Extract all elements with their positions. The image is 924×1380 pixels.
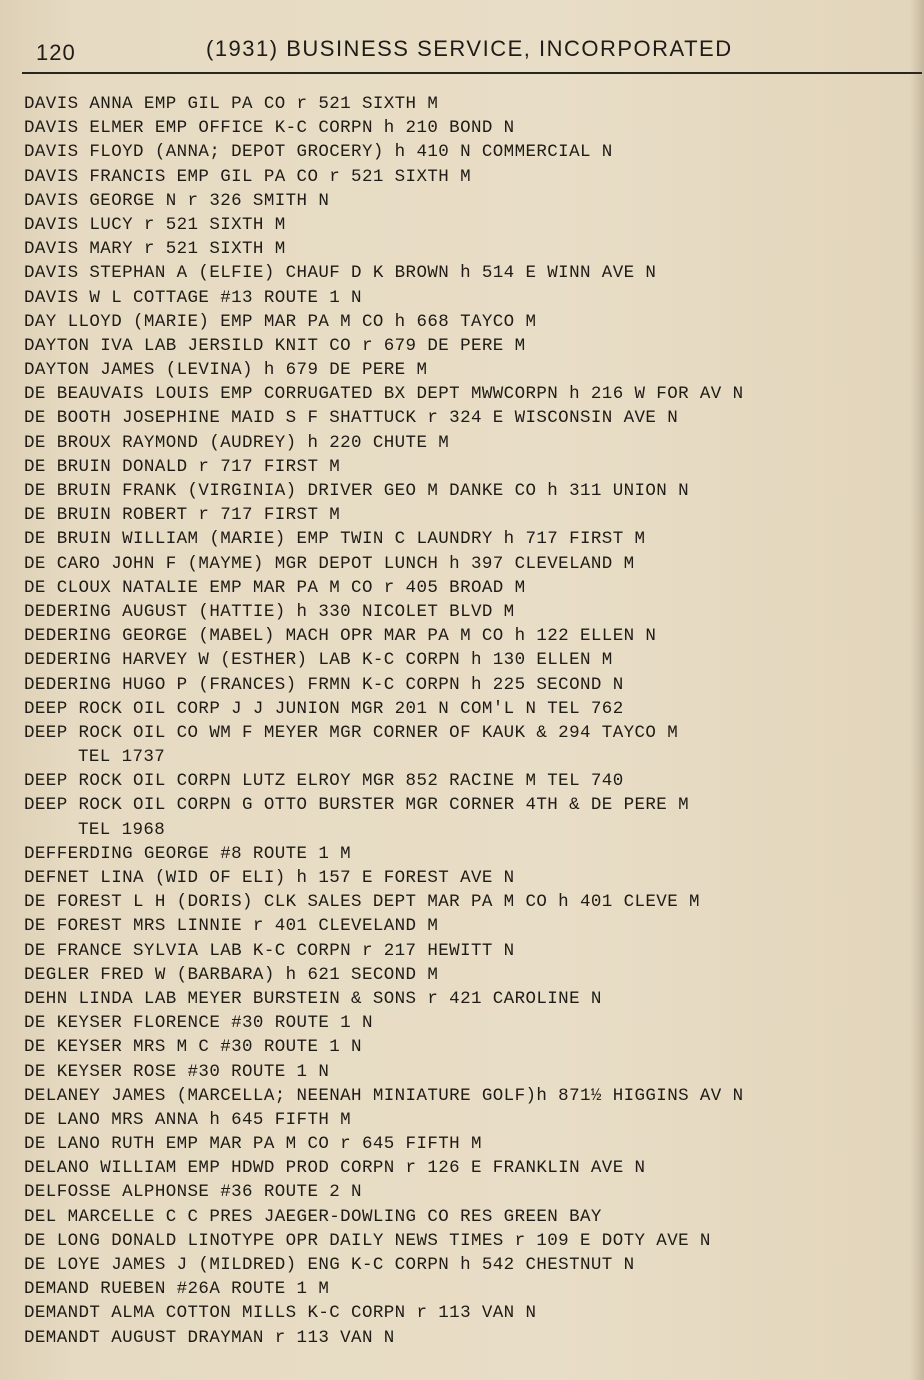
directory-entry: DAVIS LUCY r 521 SIXTH M xyxy=(24,214,286,235)
directory-entry: DE LANO MRS ANNA h 645 FIFTH M xyxy=(24,1109,352,1130)
header-rule xyxy=(22,72,922,74)
directory-entry: DELFOSSE ALPHONSE #36 ROUTE 2 N xyxy=(24,1182,362,1203)
directory-entry: DEHN LINDA LAB MEYER BURSTEIN & SONS r 421 CAROLINE N xyxy=(24,988,602,1009)
directory-entry: DEDERING HARVEY W (ESTHER) LAB K-C CORPN h 130 ELLEN M xyxy=(24,650,613,671)
directory-entry: DE CLOUX NATALIE EMP MAR PA M CO r 405 BROAD M xyxy=(24,577,526,598)
directory-entry: DEMANDT ALMA COTTON MILLS K-C CORPN r 113 VAN N xyxy=(24,1303,537,1324)
directory-entry: DELANO WILLIAM EMP HDWD PROD CORPN r 126 E FRANKLIN AVE N xyxy=(24,1158,646,1179)
directory-entry: DE LONG DONALD LINOTYPE OPR DAILY NEWS TIMES r 109 E DOTY AVE N xyxy=(24,1230,711,1251)
directory-entry: DE LANO RUTH EMP MAR PA M CO r 645 FIFTH M xyxy=(24,1134,482,1155)
directory-entry: DEFNET LINA (WID OF ELI) h 157 E FOREST AVE N xyxy=(24,868,515,888)
directory-entry: DAVIS ELMER EMP OFFICE K-C CORPN h 210 BOND N xyxy=(24,118,515,139)
directory-entry: DEEP ROCK OIL CORPN LUTZ ELROY MGR 852 RACINE M TEL 740 xyxy=(24,771,624,792)
directory-entry: DE FOREST L H (DORIS) CLK SALES DEPT MAR PA M CO h 401 CLEVE M xyxy=(24,892,700,913)
directory-entry: DAVIS MARY r 521 SIXTH M xyxy=(24,239,286,260)
directory-entry: DE KEYSER FLORENCE #30 ROUTE 1 N xyxy=(24,1013,373,1034)
directory-entry: DAVIS FRANCIS EMP GIL PA CO r 521 SIXTH M xyxy=(24,166,471,187)
directory-entry: DE BOOTH JOSEPHINE MAID S F SHATTUCK r 324 E WISCONSIN AVE N xyxy=(24,408,679,429)
directory-entry: DE FRANCE SYLVIA LAB K-C CORPN r 217 HEWITT N xyxy=(24,940,515,961)
directory-entry: DEEP ROCK OIL CO WM F MEYER MGR CORNER OF KAUK & 294 TAYCO M xyxy=(24,722,679,743)
directory-listing xyxy=(24,92,914,1350)
directory-entry: DEEP ROCK OIL CORPN G OTTO BURSTER MGR CORNER 4TH & DE PERE M xyxy=(24,795,690,816)
page-number: 120 xyxy=(36,40,76,65)
directory-entry: DE BRUIN DONALD r 717 FIRST M xyxy=(24,456,341,477)
directory-entry: DE KEYSER MRS M C #30 ROUTE 1 N xyxy=(24,1037,362,1058)
directory-entry: DE KEYSER ROSE #30 ROUTE 1 N xyxy=(24,1061,330,1082)
directory-entry: DEMAND RUEBEN #26A ROUTE 1 M xyxy=(24,1279,330,1300)
directory-entry: DE LOYE JAMES J (MILDRED) ENG K-C CORPN h 542 CHESTNUT N xyxy=(24,1255,635,1275)
directory-entry: DAYTON IVA LAB JERSILD KNIT CO r 679 DE PERE M xyxy=(24,335,526,356)
directory-entry: DAVIS FLOYD (ANNA; DEPOT GROCERY) h 410 N COMMERCIAL N xyxy=(24,142,613,163)
directory-entry: DE BEAUVAIS LOUIS EMP CORRUGATED BX DEPT MWWCORPN h 216 W FOR AV N xyxy=(24,384,744,405)
directory-entry: DE BRUIN ROBERT r 717 FIRST M xyxy=(24,505,341,526)
directory-entry: DEDERING AUGUST (HATTIE) h 330 NICOLET BLVD M xyxy=(24,601,515,622)
directory-entry: DE BRUIN WILLIAM (MARIE) EMP TWIN C LAUNDRY h 717 FIRST M xyxy=(24,529,646,550)
directory-entry: DAVIS ANNA EMP GIL PA CO r 521 SIXTH M xyxy=(24,94,439,114)
directory-entry: DE CARO JOHN F (MAYME) MGR DEPOT LUNCH h 397 CLEVELAND M xyxy=(24,553,635,574)
directory-entry: DEDERING GEORGE (MABEL) MACH OPR MAR PA M CO h 122 ELLEN N xyxy=(24,626,657,647)
directory-entry-continuation: TEL 1737 xyxy=(78,747,166,768)
directory-entry: DAVIS GEORGE N r 326 SMITH N xyxy=(24,190,330,211)
directory-entry: DAVIS STEPHAN A (ELFIE) CHAUF D K BROWN h 514 E WINN AVE N xyxy=(24,263,657,284)
directory-entry: DEDERING HUGO P (FRANCES) FRMN K-C CORPN h 225 SECOND N xyxy=(24,674,624,695)
directory-entry: DE FOREST MRS LINNIE r 401 CLEVELAND M xyxy=(24,916,439,937)
page-edge-shadow xyxy=(910,0,924,1380)
directory-entry: DEFFERDING GEORGE #8 ROUTE 1 M xyxy=(24,843,352,864)
directory-entry: DEL MARCELLE C C PRES JAEGER-DOWLING CO RES GREEN BAY xyxy=(24,1206,602,1227)
directory-entry: DEMANDT AUGUST DRAYMAN r 113 VAN N xyxy=(24,1327,395,1348)
directory-entry: DELANEY JAMES (MARCELLA; NEENAH MINIATURE GOLF)h 871½ HIGGINS AV N xyxy=(24,1085,744,1106)
running-title: (1931) BUSINESS SERVICE, INCORPORATED xyxy=(206,36,733,61)
directory-entry: DEGLER FRED W (BARBARA) h 621 SECOND M xyxy=(24,964,439,985)
directory-entry: DAVIS W L COTTAGE #13 ROUTE 1 N xyxy=(24,287,362,308)
directory-entry: DE BRUIN FRANK (VIRGINIA) DRIVER GEO M DANKE CO h 311 UNION N xyxy=(24,481,690,501)
page-header xyxy=(36,36,896,68)
directory-entry: DAY LLOYD (MARIE) EMP MAR PA M CO h 668 TAYCO M xyxy=(24,311,537,332)
directory-entry: DAYTON JAMES (LEVINA) h 679 DE PERE M xyxy=(24,360,428,381)
directory-entry-continuation: TEL 1968 xyxy=(78,819,166,840)
directory-entry: DE BROUX RAYMOND (AUDREY) h 220 CHUTE M xyxy=(24,432,450,453)
directory-entry: DEEP ROCK OIL CORP J J JUNION MGR 201 N COM'L N TEL 762 xyxy=(24,698,624,719)
